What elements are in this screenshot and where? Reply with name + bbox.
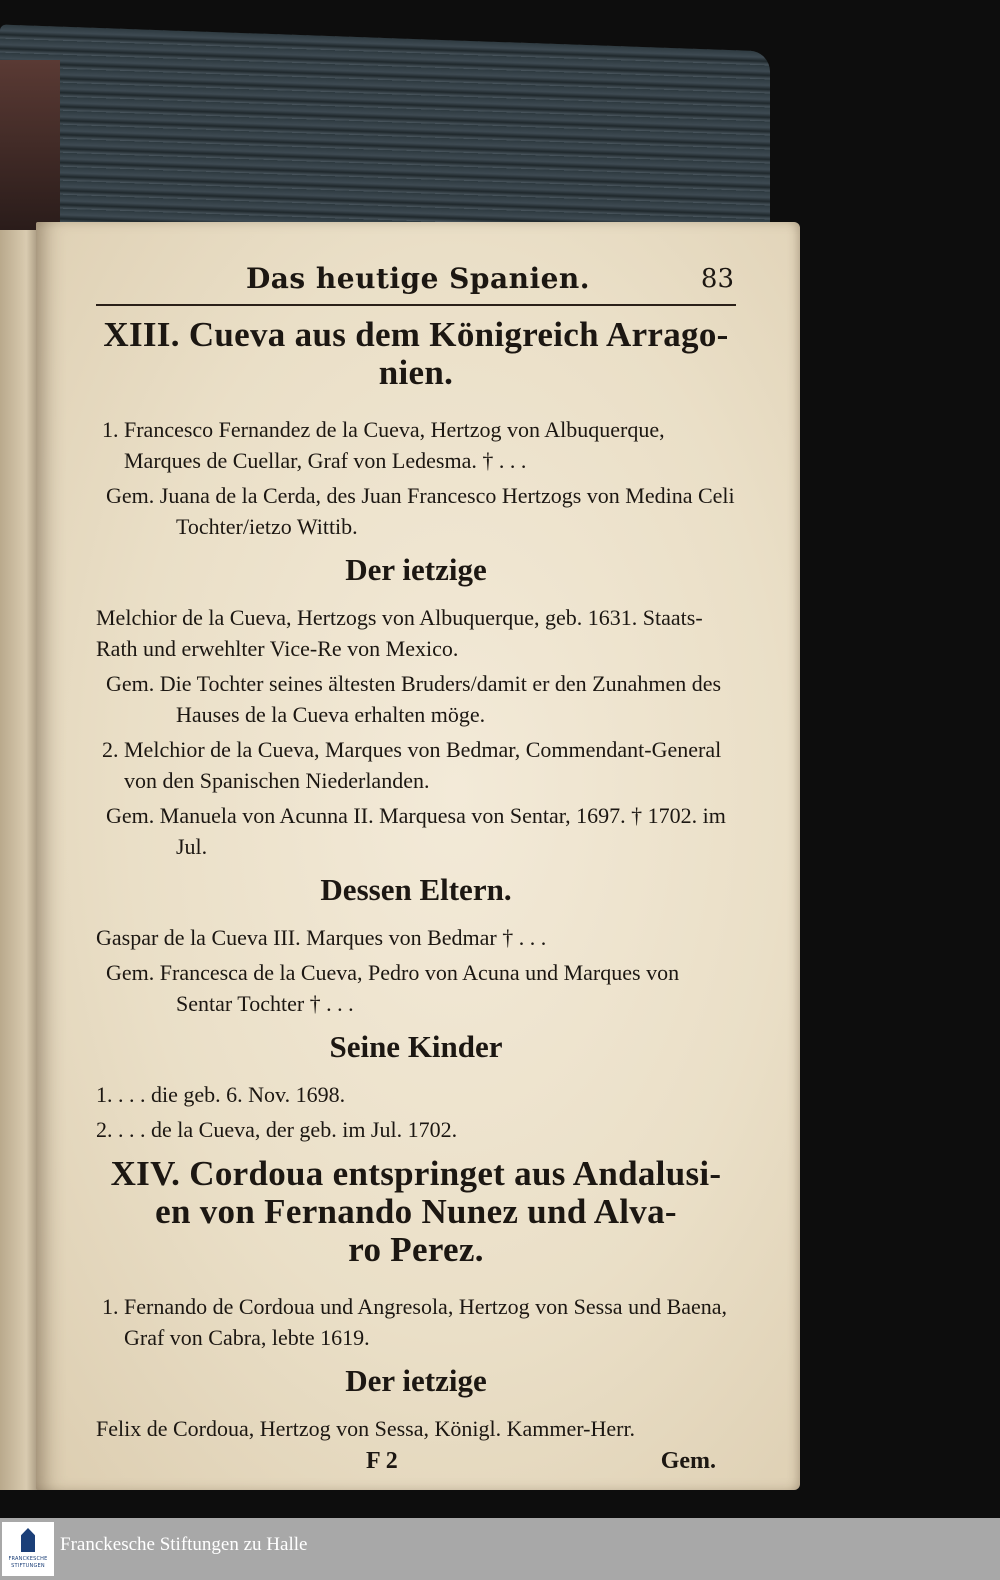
genealogy-entry: Melchior de la Cueva, Hertzogs von Albuquerque, geb. 1631. Staats-Rath und erwehlter Vice-Re von Mexico. (96, 605, 703, 661)
child-entry: 1. . . . die geb. 6. Nov. 1698. (96, 1082, 346, 1107)
section-heading (96, 316, 736, 392)
genealogy-entry: 2. Melchior de la Cueva, Marques von Bedmar, Commendant-General von den Spanischen Niederlanden. (102, 737, 722, 793)
heading-line: ro Perez. (348, 1230, 484, 1269)
book-page (36, 222, 800, 1490)
running-title: Das heutige Spanien. (246, 262, 591, 295)
signature-mark: F 2 (366, 1448, 398, 1474)
sub-heading: Der ietzige (345, 552, 487, 587)
logo-text: FRANCKESCHE STIFTUNGEN (8, 1556, 48, 1569)
genealogy-entry: 1. Francesco Fernandez de la Cueva, Hertzog von Albuquerque, Marques de Cuellar, Graf von Ledesma. † . . . (102, 417, 665, 473)
building-icon (21, 1528, 35, 1552)
catchword: Gem. (660, 1448, 716, 1474)
book-page-edges (0, 25, 770, 252)
book-cover-corner (0, 60, 60, 230)
page-footer (96, 1448, 736, 1494)
spouse-entry: Gem. Juana de la Cerda, des Juan Francesco Hertzogs von Medina Celi Tochter/ietzo Wittib. (106, 483, 735, 539)
spouse-entry: Gem. Die Tochter seines ältesten Bruders/damit er den Zunahmen des Hauses de la Cueva erhalten möge. (106, 671, 722, 727)
page-text-area (96, 260, 736, 1494)
sub-heading: Seine Kinder (329, 1029, 503, 1064)
franckesche-logo[interactable] (2, 1522, 54, 1576)
genealogy-entry: 1. Fernando de Cordoua und Angresola, Hertzog von Sessa und Baena, Graf von Cabra, lebte 1619. (102, 1294, 728, 1350)
page-number: 83 (700, 264, 734, 294)
spouse-entry: Gem. Manuela von Acunna II. Marquesa von Sentar, 1697. † 1702. im Jul. (106, 803, 726, 859)
heading-line: en von Fernando Nunez und Alva- (155, 1192, 677, 1231)
sub-heading: Der ietzige (345, 1363, 487, 1398)
banner-text: Franckesche Stiftungen zu Halle (60, 1534, 308, 1555)
footer-banner (0, 1518, 1000, 1580)
heading-line: XIV. Cordoua entspringet aus Andalusi- (110, 1154, 722, 1193)
spouse-entry: Gem. Francesca de la Cueva, Pedro von Acuna und Marques von Sentar Tochter † . . . (106, 960, 680, 1016)
heading-line: nien. (378, 353, 454, 392)
genealogy-entry: Gaspar de la Cueva III. Marques von Bedmar † . . . (96, 925, 547, 950)
child-entry: 2. . . . de la Cueva, der geb. im Jul. 1702. (96, 1117, 458, 1142)
heading-line: XIII. Cueva aus dem Königreich Arrago- (103, 315, 729, 354)
running-head (96, 260, 736, 306)
sub-heading: Dessen Eltern. (320, 872, 512, 907)
section-heading (96, 1155, 736, 1269)
genealogy-entry: Felix de Cordoua, Hertzog von Sessa, Königl. Kammer-Herr. (96, 1416, 636, 1441)
